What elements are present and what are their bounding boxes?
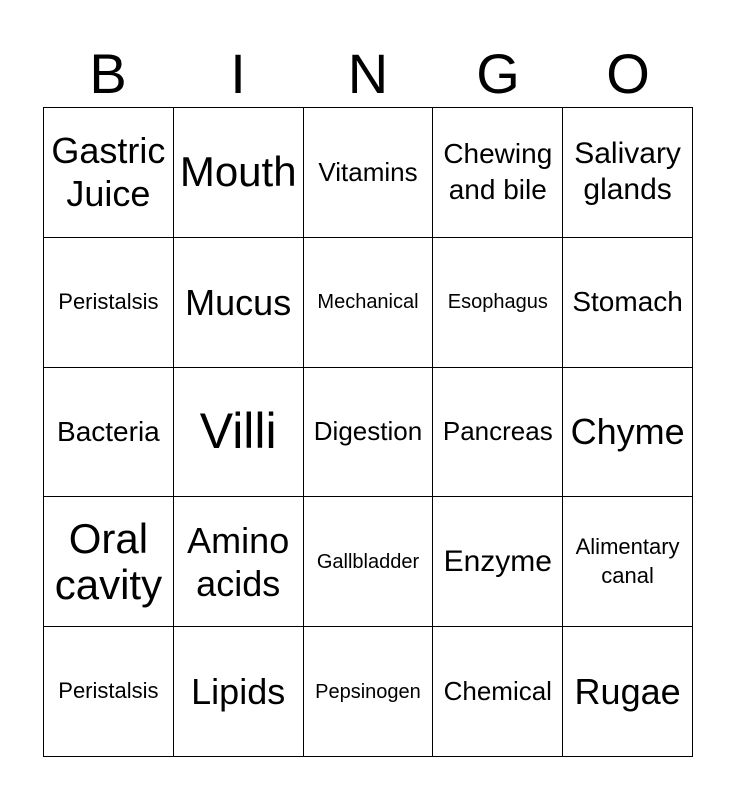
cell-text: Rugae — [574, 671, 681, 712]
cell-text: Gastric Juice — [51, 130, 166, 215]
cell-text: Bacteria — [57, 415, 160, 447]
bingo-cell[interactable] — [433, 497, 563, 627]
header-letter-i: I — [230, 42, 246, 105]
bingo-cell[interactable] — [174, 627, 304, 757]
bingo-header — [43, 40, 693, 108]
bingo-cell[interactable] — [433, 238, 563, 368]
cell-text: Chyme — [570, 411, 685, 453]
bingo-cell[interactable] — [304, 368, 434, 498]
bingo-cell[interactable] — [304, 238, 434, 368]
cell-text: Mechanical — [317, 291, 419, 314]
bingo-cell[interactable] — [433, 627, 563, 757]
cell-text: Gallbladder — [316, 550, 420, 573]
cell-text: Chemical — [443, 676, 552, 706]
cell-text: Pepsinogen — [315, 680, 421, 703]
header-letter-b: B — [89, 42, 127, 105]
cell-text: Digestion — [313, 416, 423, 447]
header-letter-o: O — [606, 42, 650, 105]
bingo-cell[interactable] — [174, 238, 304, 368]
bingo-cell[interactable] — [174, 108, 304, 238]
cell-text: Chewing and bile — [443, 138, 553, 206]
bingo-cell[interactable] — [563, 108, 693, 238]
cell-text: Alimentary canal — [575, 534, 680, 588]
bingo-cell[interactable] — [563, 368, 693, 498]
bingo-cell[interactable] — [433, 368, 563, 498]
cell-text: Vitamins — [318, 156, 418, 187]
cell-text: Mucus — [185, 281, 292, 323]
cell-text: Esophagus — [447, 291, 548, 314]
bingo-cell[interactable] — [44, 368, 174, 498]
bingo-cell[interactable] — [174, 497, 304, 627]
header-letter-g: G — [476, 42, 520, 105]
bingo-cell[interactable] — [304, 497, 434, 627]
bingo-cell[interactable] — [44, 627, 174, 757]
cell-text: Oral cavity — [54, 514, 163, 608]
cell-text: Villi — [199, 403, 277, 460]
cell-text: Stomach — [572, 286, 683, 317]
bingo-cell[interactable] — [433, 108, 563, 238]
cell-text: Peristalsis — [58, 288, 159, 314]
cell-text: Mouth — [179, 148, 297, 196]
bingo-cell[interactable] — [304, 108, 434, 238]
cell-text: Lipids — [191, 671, 286, 712]
cell-text: Enzyme — [443, 544, 552, 578]
cell-text: Peristalsis — [58, 678, 159, 704]
bingo-cell[interactable] — [174, 368, 304, 498]
cell-text: Salivary glands — [574, 137, 681, 207]
bingo-cell[interactable] — [44, 238, 174, 368]
bingo-cell[interactable] — [563, 238, 693, 368]
bingo-cell[interactable] — [304, 627, 434, 757]
cell-text: Amino acids — [187, 519, 290, 604]
bingo-cell[interactable] — [44, 108, 174, 238]
cell-text: Pancreas — [442, 416, 553, 447]
header-letter-n: N — [347, 42, 389, 105]
bingo-board — [43, 107, 693, 757]
bingo-cell[interactable] — [44, 497, 174, 627]
bingo-cell[interactable] — [563, 627, 693, 757]
bingo-cell[interactable] — [563, 497, 693, 627]
